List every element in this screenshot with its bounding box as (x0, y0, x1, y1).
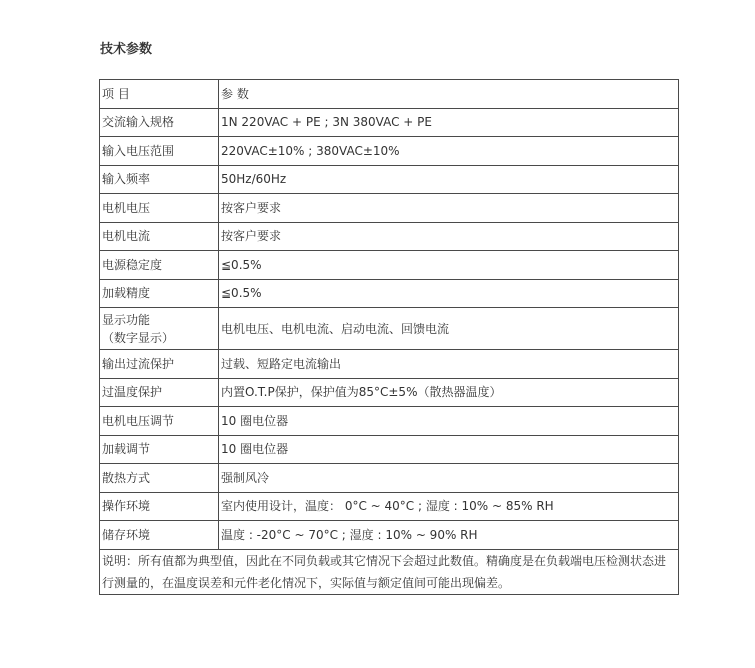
row-value: 温度 : -20°C ~ 70°C ; 湿度 : 10% ~ 90% RH (219, 521, 679, 550)
row-value: 按客户要求 (219, 222, 679, 251)
table-row (100, 350, 679, 379)
row-label: 输入电压范围 (100, 137, 219, 166)
header-param: 参 数 (219, 80, 679, 109)
row-value: 220VAC±10% ; 380VAC±10% (219, 137, 679, 166)
row-value: 过载、短路定电流输出 (219, 350, 679, 379)
row-value: 1N 220VAC + PE ; 3N 380VAC + PE (219, 108, 679, 137)
row-value: ≦0.5% (219, 251, 679, 280)
row-value: 内置O.T.P保护，保护值为85°C±5%（散热器温度） (219, 378, 679, 407)
row-value: 按客户要求 (219, 194, 679, 223)
row-value: 10 圈电位器 (219, 435, 679, 464)
row-label: 电机电压调节 (100, 407, 219, 436)
table-row (100, 137, 679, 166)
row-label: 输入频率 (100, 165, 219, 194)
row-label-line2: （数字显示） (102, 330, 175, 345)
row-label: 操作环境 (100, 492, 219, 521)
row-value: 10 圈电位器 (219, 407, 679, 436)
row-label: 散热方式 (100, 464, 219, 493)
row-label: 电机电压 (100, 194, 219, 223)
note-text: 说明：所有值都为典型值，因此在不同负载或其它情况下会超过此数值。精确度是在负载端电压检测状态进行测量的，在温度误差和元件老化情况下，实际值与额定值间可能出现偏差。 (102, 553, 667, 590)
row-label: 输出过流保护 (100, 350, 219, 379)
table-row (100, 521, 679, 550)
row-label (100, 308, 219, 350)
table-row (100, 464, 679, 493)
table-row (100, 222, 679, 251)
row-label-line1: 显示功能 (102, 312, 151, 327)
row-label: 加载调节 (100, 435, 219, 464)
row-value: ≦0.5% (219, 279, 679, 308)
row-value: 50Hz/60Hz (219, 165, 679, 194)
header-item: 项 目 (100, 80, 219, 109)
table-row (100, 251, 679, 280)
row-value: 电机电压、电机电流、启动电流、回馈电流 (219, 308, 679, 350)
note-cell (100, 549, 679, 594)
row-label: 电源稳定度 (100, 251, 219, 280)
spec-table (99, 79, 679, 595)
row-label: 交流输入规格 (100, 108, 219, 137)
table-row (100, 194, 679, 223)
row-value: 室内使用设计，温度： 0°C ~ 40°C ; 湿度 : 10% ~ 85% RH (219, 492, 679, 521)
table-row (100, 165, 679, 194)
note-row (100, 549, 679, 594)
table-header-row (100, 80, 679, 109)
table-row (100, 435, 679, 464)
row-label: 电机电流 (100, 222, 219, 251)
page-title: 技术参数 (100, 42, 153, 57)
table-row (100, 407, 679, 436)
row-value: 强制风冷 (219, 464, 679, 493)
table-row (100, 279, 679, 308)
table-row (100, 378, 679, 407)
row-label: 加载精度 (100, 279, 219, 308)
table-row (100, 492, 679, 521)
table-row (100, 308, 679, 350)
row-label: 过温度保护 (100, 378, 219, 407)
table-row (100, 108, 679, 137)
row-label: 储存环境 (100, 521, 219, 550)
